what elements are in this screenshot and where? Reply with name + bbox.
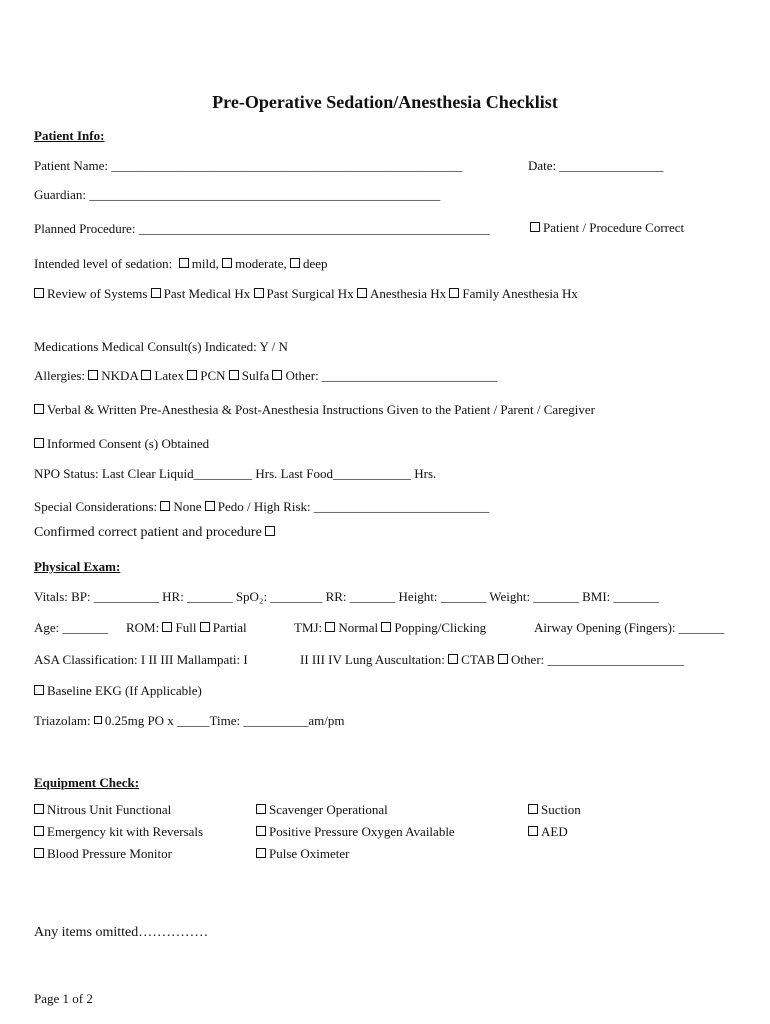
vitals-field[interactable]: Vitals: BP: __________ HR: _______ SpO₂: ________ RR: _______ Height: _______ Weight: _______ BMI: _______ xyxy=(34,589,660,604)
sedation-mild-label: mild, xyxy=(191,256,219,271)
checkbox-icon xyxy=(141,370,151,380)
checkbox-icon xyxy=(528,826,538,836)
physical-exam-heading: Physical Exam: xyxy=(34,559,121,574)
page-title: Pre-Operative Sedation/Anesthesia Checklist xyxy=(212,92,558,112)
checkbox-icon xyxy=(187,370,197,380)
informed-consent-checkbox[interactable] xyxy=(34,436,209,452)
equipment-emergency-kit-checkbox[interactable] xyxy=(34,824,203,840)
lung-auscultation-row xyxy=(300,652,684,668)
checkbox-icon xyxy=(325,622,335,632)
npo-status-field[interactable]: NPO Status: Last Clear Liquid_________ Hrs. Last Food____________ Hrs. xyxy=(34,466,437,481)
checkbox-icon xyxy=(357,288,367,298)
tmj-normal-label: Normal xyxy=(338,620,379,635)
anesthesia-hx-label: Anesthesia Hx xyxy=(369,286,447,301)
triazolam-label: Triazolam: xyxy=(34,713,91,728)
past-medical-hx-label: Past Medical Hx xyxy=(163,286,251,301)
checkbox-icon xyxy=(530,222,540,232)
age-field[interactable]: Age: _______ xyxy=(34,620,109,635)
medications-consult-field[interactable]: Medications Medical Consult(s) Indicated: Y / N xyxy=(34,339,288,354)
tmj-popping-label: Popping/Clicking xyxy=(394,620,487,635)
tmj-normal-checkbox[interactable] xyxy=(325,620,378,635)
equipment-item-label: Emergency kit with Reversals xyxy=(47,824,204,839)
rom-label: ROM: xyxy=(126,620,160,635)
past-surgical-hx-checkbox[interactable] xyxy=(254,286,354,301)
review-of-systems-checkbox[interactable] xyxy=(34,286,147,301)
checkbox-icon xyxy=(200,622,210,632)
allergy-nkda-label: NKDA xyxy=(101,368,139,383)
rom-partial-label: Partial xyxy=(212,620,247,635)
checkbox-icon xyxy=(151,288,161,298)
checkbox-icon xyxy=(162,622,172,632)
special-none-checkbox[interactable] xyxy=(160,499,201,514)
special-pedo-label: Pedo / High Risk: ___________________________ xyxy=(217,499,490,514)
checkbox-icon xyxy=(254,288,264,298)
past-surgical-hx-label: Past Surgical Hx xyxy=(266,286,354,301)
checkbox-icon xyxy=(88,370,98,380)
guardian-field[interactable]: Guardian: ______________________________________________________ xyxy=(34,187,441,202)
allergy-nkda-checkbox[interactable] xyxy=(88,368,138,383)
sedation-moderate-checkbox[interactable] xyxy=(222,256,287,271)
triazolam-dose-label: 0.25mg PO x _____Time: __________am/pm xyxy=(104,713,345,728)
lung-ctab-checkbox[interactable] xyxy=(448,652,495,667)
tmj-popping-checkbox[interactable] xyxy=(381,620,486,635)
checkbox-icon xyxy=(179,258,189,268)
sedation-level-row xyxy=(34,256,328,272)
allergy-pcn-label: PCN xyxy=(200,368,226,383)
sedation-label: Intended level of sedation: xyxy=(34,256,173,271)
sedation-deep-checkbox[interactable] xyxy=(290,256,328,271)
equipment-suction-checkbox[interactable] xyxy=(528,802,581,818)
equipment-scavenger-checkbox[interactable] xyxy=(256,802,388,818)
sedation-deep-label: deep xyxy=(302,256,328,271)
triazolam-row xyxy=(34,713,345,729)
planned-procedure-field[interactable]: Planned Procedure: ______________________________________________________ xyxy=(34,221,490,236)
review-of-systems-label: Review of Systems xyxy=(47,286,148,301)
patient-info-heading: Patient Info: xyxy=(34,128,105,143)
anesthesia-hx-checkbox[interactable] xyxy=(357,286,446,301)
checkbox-icon xyxy=(449,288,459,298)
rom-partial-checkbox[interactable] xyxy=(200,620,247,635)
special-none-label: None xyxy=(173,499,202,514)
history-row xyxy=(34,286,578,302)
equipment-aed-checkbox[interactable] xyxy=(528,824,568,840)
equipment-oxygen-checkbox[interactable] xyxy=(256,824,455,840)
asa-classification-field[interactable]: ASA Classification: I II III Mallampati: I xyxy=(34,652,248,667)
family-anesthesia-hx-checkbox[interactable] xyxy=(449,286,578,301)
equipment-item-label: Blood Pressure Monitor xyxy=(47,846,172,861)
checkbox-icon xyxy=(34,804,44,814)
equipment-nitrous-checkbox[interactable] xyxy=(34,802,171,818)
tmj-label: TMJ: xyxy=(294,620,323,635)
equipment-pulse-oximeter-checkbox[interactable] xyxy=(256,846,350,862)
equipment-item-label: Suction xyxy=(541,802,581,817)
equipment-item-label: AED xyxy=(541,824,568,839)
allergy-latex-label: Latex xyxy=(154,368,184,383)
equipment-check-heading: Equipment Check: xyxy=(34,775,140,790)
checkbox-icon xyxy=(272,370,282,380)
special-considerations-label: Special Considerations: xyxy=(34,499,158,514)
checkbox-icon xyxy=(34,404,44,414)
checkbox-icon xyxy=(290,258,300,268)
informed-consent-label: Informed Consent (s) Obtained xyxy=(47,436,210,451)
checkbox-icon xyxy=(222,258,232,268)
allergies-label: Allergies: xyxy=(34,368,86,383)
lung-ctab-label: CTAB xyxy=(461,652,495,667)
checkbox-icon xyxy=(265,526,275,536)
triazolam-checkbox[interactable] xyxy=(94,713,345,728)
instructions-given-checkbox[interactable] xyxy=(34,402,595,418)
checkbox-icon xyxy=(256,848,266,858)
allergy-sulfa-label: Sulfa xyxy=(241,368,270,383)
equipment-item-label: Pulse Oximeter xyxy=(269,846,350,861)
equipment-item-label: Positive Pressure Oxygen Available xyxy=(269,824,455,839)
confirmed-correct-label: Confirmed correct patient and procedure xyxy=(34,525,262,540)
confirmed-correct-checkbox[interactable] xyxy=(34,525,278,541)
sedation-moderate-label: moderate, xyxy=(235,256,287,271)
rom-row xyxy=(126,620,247,636)
checkbox-icon xyxy=(34,288,44,298)
special-pedo-checkbox[interactable] xyxy=(205,499,490,514)
checkbox-icon xyxy=(34,685,44,695)
checkbox-icon xyxy=(34,438,44,448)
mallampati-lung-label: II III IV Lung Auscultation: xyxy=(300,652,445,667)
allergies-row xyxy=(34,368,497,384)
baseline-ekg-label: Baseline EKG (If Applicable) xyxy=(47,683,202,698)
instructions-given-label: Verbal & Written Pre-Anesthesia & Post-Anesthesia Instructions Given to the Patient / Parent / Caregiver xyxy=(47,402,596,417)
checkbox-icon xyxy=(205,501,215,511)
rom-full-checkbox[interactable] xyxy=(162,620,196,635)
allergy-other-checkbox[interactable] xyxy=(272,368,497,383)
lung-other-label: Other: _____________________ xyxy=(511,652,685,667)
tmj-row xyxy=(294,620,486,636)
equipment-item-label: Nitrous Unit Functional xyxy=(47,802,172,817)
allergy-latex-checkbox[interactable] xyxy=(141,368,184,383)
checkbox-icon xyxy=(381,622,391,632)
checkbox-icon xyxy=(256,804,266,814)
family-anesthesia-hx-label: Family Anesthesia Hx xyxy=(462,286,578,301)
airway-opening-field[interactable]: Airway Opening (Fingers): _______ xyxy=(534,620,725,635)
checkbox-icon xyxy=(448,654,458,664)
patient-procedure-correct-checkbox[interactable] xyxy=(530,220,684,236)
checkbox-icon xyxy=(34,826,44,836)
patient-procedure-correct-label: Patient / Procedure Correct xyxy=(543,220,685,235)
sedation-mild-checkbox[interactable] xyxy=(179,256,219,271)
baseline-ekg-checkbox[interactable] xyxy=(34,683,202,699)
checkbox-icon xyxy=(34,848,44,858)
allergy-other-label: Other: ___________________________ xyxy=(285,368,498,383)
rom-full-label: Full xyxy=(175,620,197,635)
equipment-item-label: Scavenger Operational xyxy=(269,802,388,817)
equipment-bp-monitor-checkbox[interactable] xyxy=(34,846,172,862)
items-omitted-field[interactable]: Any items omitted…………… xyxy=(34,925,209,940)
allergy-pcn-checkbox[interactable] xyxy=(187,368,225,383)
date-field[interactable]: Date: ________________ xyxy=(528,158,664,173)
checkbox-icon xyxy=(256,826,266,836)
checkbox-icon xyxy=(528,804,538,814)
lung-other-checkbox[interactable] xyxy=(498,652,684,667)
checkbox-icon xyxy=(94,716,102,724)
page-number: Page 1 of 2 xyxy=(34,991,93,1006)
checkbox-icon xyxy=(498,654,508,664)
checkbox-icon xyxy=(229,370,239,380)
past-medical-hx-checkbox[interactable] xyxy=(151,286,251,301)
allergy-sulfa-checkbox[interactable] xyxy=(229,368,269,383)
patient-name-field[interactable]: Patient Name: ______________________________________________________ xyxy=(34,158,463,173)
checkbox-icon xyxy=(160,501,170,511)
special-considerations-row xyxy=(34,499,489,515)
